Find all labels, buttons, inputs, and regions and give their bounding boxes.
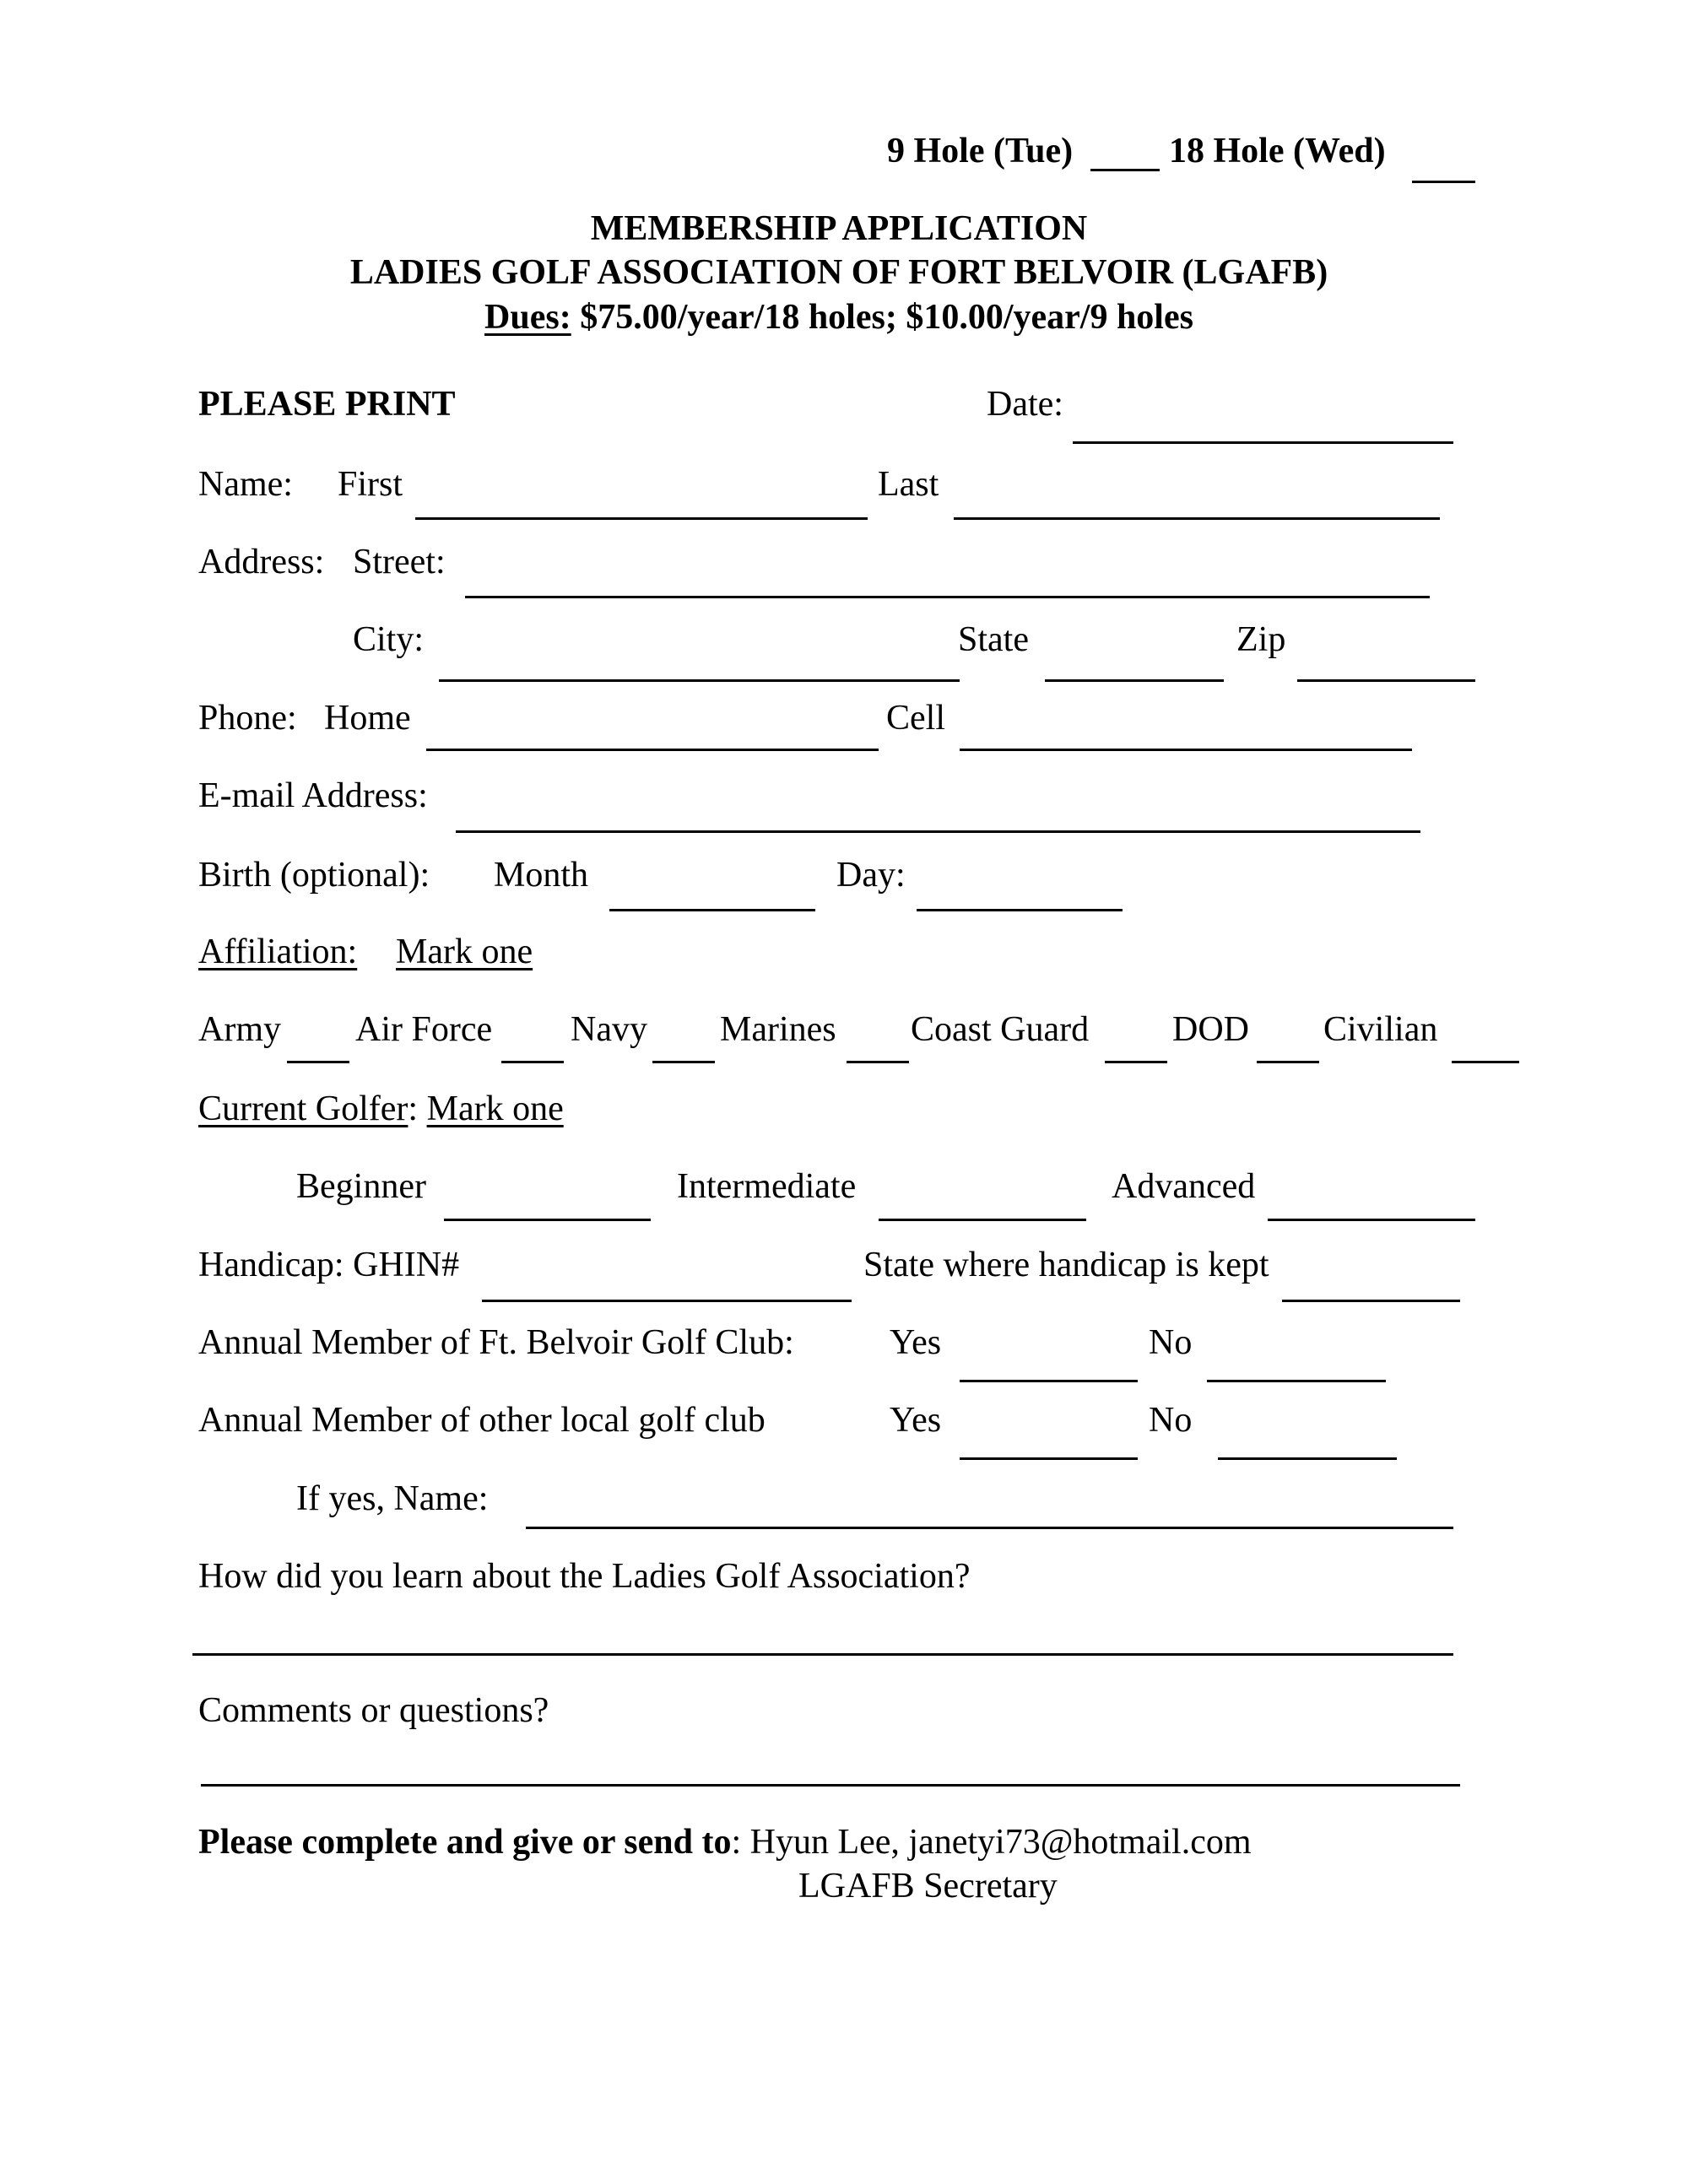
comments-field[interactable] <box>201 1784 1460 1787</box>
affiliation-coast-guard: Coast Guard <box>911 1010 1090 1049</box>
eighteen-hole-blank[interactable] <box>1412 181 1475 183</box>
affiliation-civilian: Civilian <box>1323 1010 1438 1049</box>
month-label: Month <box>494 856 589 895</box>
name-label: Name: <box>198 465 293 504</box>
last-name-field[interactable] <box>954 517 1440 520</box>
air-force-blank[interactable] <box>501 1061 564 1063</box>
affiliation-army: Army <box>198 1010 281 1049</box>
current-golfer-label: Current Golfer <box>198 1089 408 1128</box>
org-name: LADIES GOLF ASSOCIATION OF FORT BELVOIR (LGAFB) <box>349 253 1328 292</box>
home-label: Home <box>324 699 411 738</box>
affiliation-air-force: Air Force <box>355 1010 493 1049</box>
form-title: MEMBERSHIP APPLICATION <box>590 209 1088 248</box>
affiliation-dod: DOD <box>1172 1010 1249 1049</box>
handicap-state-field[interactable] <box>1282 1300 1460 1302</box>
affiliation-marines: Marines <box>720 1010 836 1049</box>
city-field[interactable] <box>439 679 960 682</box>
send-to-label: Please complete and give or send to <box>198 1823 732 1862</box>
send-to-contact: : Hyun Lee, janetyi73@hotmail.com <box>731 1823 1252 1862</box>
first-name-field[interactable] <box>415 517 868 520</box>
zip-label: Zip <box>1236 620 1286 659</box>
marines-blank[interactable] <box>847 1061 909 1063</box>
coast-guard-blank[interactable] <box>1105 1061 1167 1063</box>
other-yes-blank[interactable] <box>960 1457 1138 1460</box>
other-club-name-field[interactable] <box>526 1527 1453 1529</box>
dues-label: Dues: <box>484 298 571 337</box>
day-label: Day: <box>836 856 906 895</box>
state-label: State <box>958 620 1029 659</box>
ghin-field[interactable] <box>482 1300 852 1302</box>
civilian-blank[interactable] <box>1452 1061 1519 1063</box>
level-intermediate: Intermediate <box>677 1167 857 1206</box>
other-yes-label: Yes <box>890 1401 942 1440</box>
email-label: E-mail Address: <box>198 776 428 815</box>
fbgc-no-label: No <box>1149 1323 1193 1362</box>
intermediate-blank[interactable] <box>879 1219 1086 1221</box>
handicap-state-label: State where handicap is kept <box>863 1246 1269 1284</box>
dod-blank[interactable] <box>1257 1061 1319 1063</box>
city-label: City: <box>353 620 425 659</box>
annual-fbgc-label: Annual Member of Ft. Belvoir Golf Club: <box>198 1323 794 1362</box>
fbgc-no-blank[interactable] <box>1207 1380 1386 1382</box>
level-advanced: Advanced <box>1112 1167 1256 1206</box>
birth-month-field[interactable] <box>609 909 815 911</box>
other-no-blank[interactable] <box>1218 1457 1397 1460</box>
home-phone-field[interactable] <box>426 749 879 751</box>
annual-other-label: Annual Member of other local golf club <box>198 1401 766 1440</box>
level-beginner: Beginner <box>296 1167 426 1206</box>
beginner-blank[interactable] <box>444 1219 651 1221</box>
advanced-blank[interactable] <box>1268 1219 1475 1221</box>
current-golfer-heading <box>198 1091 564 1127</box>
birth-day-field[interactable] <box>917 909 1123 911</box>
secretary-title: LGAFB Secretary <box>798 1867 1058 1906</box>
how-learn-label: How did you learn about the Ladies Golf Association? <box>198 1557 971 1596</box>
affiliation-navy: Navy <box>571 1010 647 1049</box>
cell-phone-field[interactable] <box>960 749 1412 751</box>
please-print: PLEASE PRINT <box>198 385 456 424</box>
colon: : <box>408 1089 419 1128</box>
affiliation-label: Affiliation: <box>198 933 358 971</box>
comments-label: Comments or questions? <box>198 1691 549 1730</box>
handicap-label: Handicap: GHIN# <box>198 1246 460 1284</box>
phone-label: Phone: <box>198 699 297 738</box>
fbgc-yes-blank[interactable] <box>960 1380 1138 1382</box>
navy-blank[interactable] <box>652 1061 715 1063</box>
dues-line <box>0 300 1678 335</box>
how-learn-field[interactable] <box>192 1653 1453 1656</box>
if-yes-label: If yes, Name: <box>296 1479 489 1518</box>
zip-field[interactable] <box>1297 679 1475 682</box>
street-field[interactable] <box>465 596 1430 598</box>
date-label: Date: <box>987 385 1063 424</box>
email-field[interactable] <box>456 830 1420 833</box>
state-field[interactable] <box>1045 679 1224 682</box>
last-label: Last <box>878 465 939 504</box>
nine-hole-label: 9 Hole (Tue) <box>887 132 1074 170</box>
street-label: Street: <box>353 543 446 581</box>
other-no-label: No <box>1149 1401 1193 1440</box>
golfer-mark-one: Mark one <box>426 1089 564 1128</box>
date-field[interactable] <box>1073 441 1453 444</box>
birth-label: Birth (optional): <box>198 856 430 895</box>
send-to-line <box>198 1825 1252 1860</box>
affiliation-mark-one: Mark one <box>396 933 533 971</box>
address-label: Address: <box>198 543 325 581</box>
eighteen-hole-label: 18 Hole (Wed) <box>1169 132 1386 170</box>
fbgc-yes-label: Yes <box>890 1323 942 1362</box>
dues-text: $75.00/year/18 holes; $10.00/year/9 holes <box>571 298 1193 337</box>
nine-hole-blank[interactable] <box>1090 169 1160 171</box>
army-blank[interactable] <box>287 1061 349 1063</box>
first-label: First <box>338 465 403 504</box>
cell-label: Cell <box>886 699 945 738</box>
